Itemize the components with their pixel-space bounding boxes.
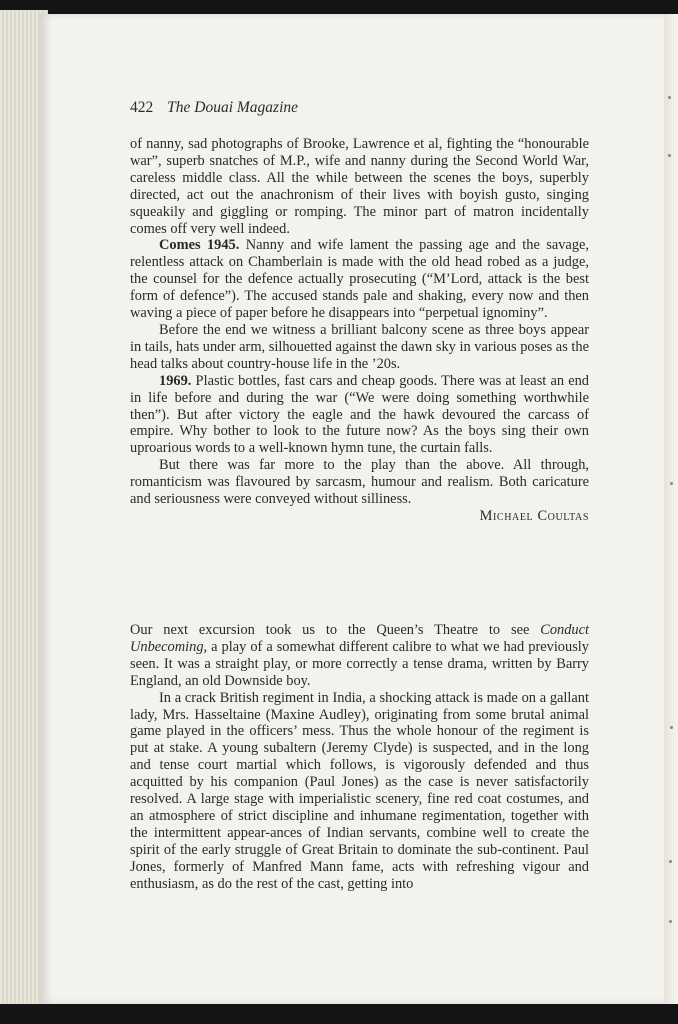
review-one [130, 136, 589, 525]
play-title: Conduct Unbecoming [130, 622, 589, 655]
paragraph-text: , a play of a somewhat different calibre to what we had previously seen. It was a straight play, or more correctly a tense drama, written by Barry England, an old Downside boy. [130, 638, 589, 689]
paragraph-text: Plastic bottles, fast cars and cheap goods. There was at least an end in life before and during the war (“We were doing something worthwhile then”). But after victory the eagle and the hawk devoured the carcass of empire. Why bother to look to the future now? As the boys sing their own uproarious words to a well-known hymn tune, the curtain falls. [130, 372, 589, 457]
paragraph [130, 622, 589, 690]
running-header [130, 99, 298, 117]
paragraph-text: Nanny and wife lament the passing age and the savage, relentless attack on Chamberlain is made with the old head robed as a judge, the counsel for the defence actually prosecuting (“M’Lord, attack is the best form of defence”). The accused stands pale and shaking, every now and then waving a piece of paper before he disappears into “perpetual ignominy”. [130, 237, 589, 322]
paragraph: Before the end we witness a brilliant balcony scene as three boys appear in tails, hats under arm, silhouetted against the dawn sky in various poses as the head talks about country-house life in the ’20s. [130, 321, 589, 372]
paragraph-text: Our next excursion took us to the Queen’s Theatre to see [130, 622, 541, 638]
paragraph [130, 237, 589, 322]
page-number: 422 [130, 99, 154, 116]
edge-mark [670, 726, 673, 729]
edge-mark [668, 154, 671, 157]
edge-mark [669, 920, 672, 923]
page-right-edge [664, 14, 678, 1004]
paragraph [130, 373, 589, 458]
edge-mark [670, 482, 673, 485]
scan-border-bottom [0, 1004, 678, 1024]
author-signature: Michael Coultas [479, 507, 589, 524]
paragraph: of nanny, sad photographs of Brooke, Lawrence et al, fighting the “honourable war”, superb snatches of M.P., wife and nanny during the Second World War, careless middle class. All the while between the scenes the boys, superbly directed, act out the anachronism of their lives with boyish gusto, singing squeakily and giggling or romping. The minor part of matron incidentally comes off very well indeed. [130, 136, 589, 237]
scan-border-top [0, 0, 678, 14]
paragraph: But there was far more to the play than the above. All through, romanticism was flavoured by sarcasm, humour and realism. Both caricature and seriousness were conveyed without silliness. [130, 457, 589, 508]
magazine-title: The Douai Magazine [167, 99, 299, 116]
year-label: Comes 1945. [159, 237, 240, 254]
edge-mark [668, 96, 671, 99]
review-two [130, 622, 589, 893]
edge-mark [669, 860, 672, 863]
year-label: 1969. [159, 372, 192, 389]
paragraph: In a crack British regiment in India, a shocking attack is made on a gallant lady, Mrs. Hasseltaine (Maxine Audley), originating from some brutal animal game played in the officers’ mess. Thus the whole honour of the regiment is put at stake. A young subaltern (Jeremy Clyde) is suspected, and in the long and tense court martial which follows, is vigorously defended and thus acquitted by his companion (Paul Jones) as the case is never satisfactorily resolved. A large stage with imperialistic scenery, fine red coat costumes, and an atmosphere of strict discipline and inhumane regimentation, together with the intermittent appear-ances of Indian servants, combine well to create the spirit of the early struggle of Great Britain to dominate the sub-continent. Paul Jones, formerly of Manfred Mann fame, acts with refreshing vigour and enthusiasm, as do the rest of the cast, getting into [130, 689, 589, 892]
